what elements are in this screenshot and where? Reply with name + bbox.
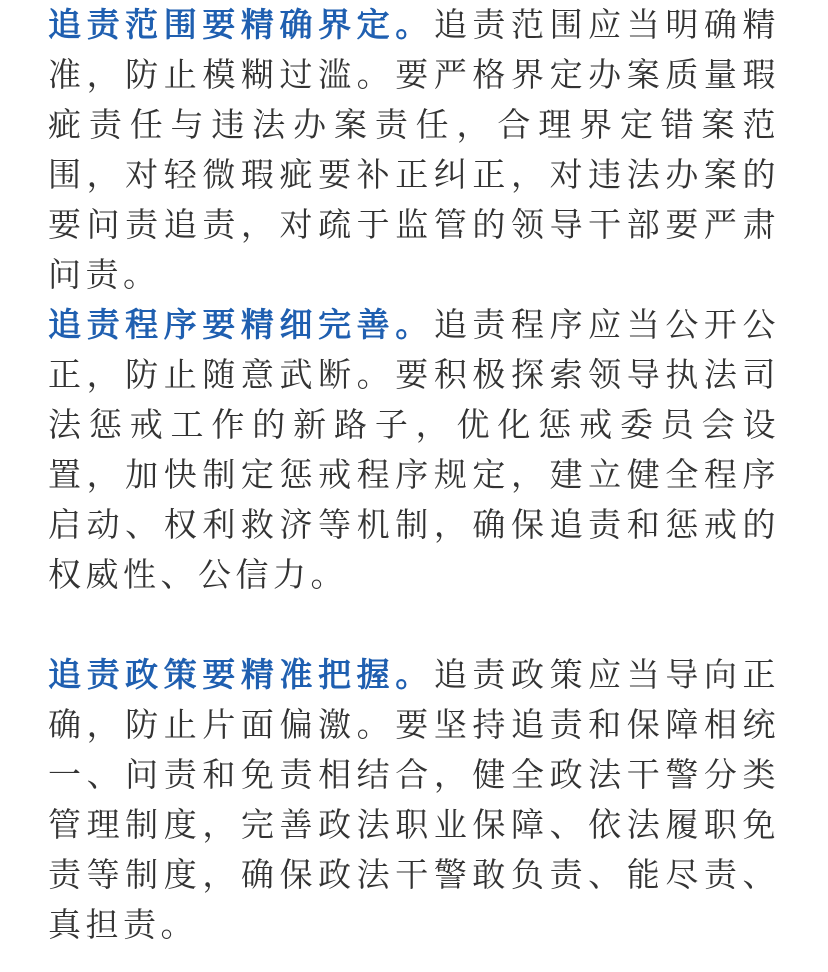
paragraph-text: 追责范围应当明确精准，防止模糊过滥。要严格界定办案质量瑕疵责任与违法办案责任，合理界定错案范围，对轻微瑕疵要补正纠正，对违法办案的要问责追责，对疏于监管的领导干部要严肃问责。	[48, 5, 781, 294]
paragraph-heading: 追责程序要精细完善。	[48, 305, 434, 344]
paragraph-text: 追责政策应当导向正确，防止片面偏激。要坚持追责和保障相统一、问责和免责相结合，健全政法干警分类管理制度，完善政法职业保障、依法履职免责等制度，确保政法干警敢负责、能尽责、真担责。	[48, 655, 781, 944]
paragraph-heading: 追责政策要精准把握。	[48, 655, 434, 694]
paragraph-policy	[48, 650, 780, 950]
paragraph-scope	[48, 0, 780, 300]
paragraph-procedure	[48, 300, 780, 600]
paragraph-text: 追责程序应当公开公正，防止随意武断。要积极探索领导执法司法惩戒工作的新路子，优化惩戒委员会设置，加快制定惩戒程序规定，建立健全程序启动、权利救济等机制，确保追责和惩戒的权威性、公信力。	[48, 305, 781, 594]
paragraph-heading: 追责范围要精确界定。	[48, 5, 434, 44]
